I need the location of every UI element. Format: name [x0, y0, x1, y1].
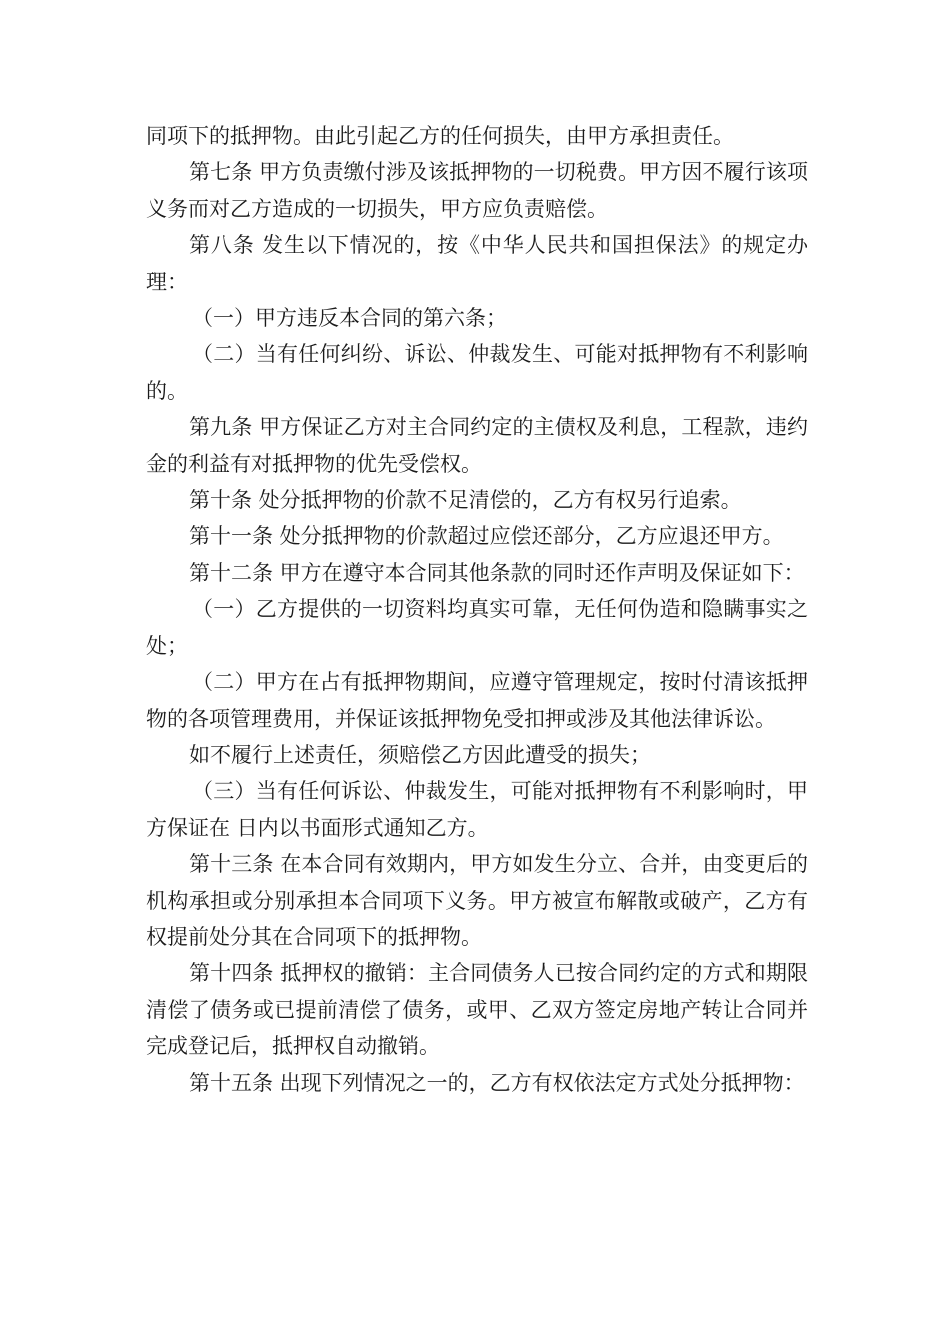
- paragraph-article-13: 第十三条 在本合同有效期内，甲方如发生分立、合并，由变更后的机构承担或分别承担本合同项下义务。甲方被宣布解散或破产，乙方有权提前处分其在合同项下的抵押物。: [146, 852, 808, 949]
- paragraph-article-14: 第十四条 抵押权的撤销：主合同债务人已按合同约定的方式和期限清偿了债务或已提前清偿了债务，或甲、乙双方签定房地产转让合同并完成登记后，抵押权自动撤销。: [146, 961, 808, 1059]
- paragraph-article-12-item-2: （二）甲方在占有抵押物期间，应遵守管理规定，按时付清该抵押物的各项管理费用，并保证该抵押物免受扣押或涉及其他法律诉讼。: [146, 670, 808, 731]
- document-body: [146, 118, 808, 1101]
- paragraph-1: 同项下的抵押物。由此引起乙方的任何损失，由甲方承担责任。: [146, 124, 734, 148]
- paragraph-article-15: 第十五条 出现下列情况之一的，乙方有权依法定方式处分抵押物：: [189, 1070, 805, 1095]
- paragraph-article-11: 第十一条 处分抵押物的价款超过应偿还部分，乙方应退还甲方。: [189, 524, 784, 549]
- paragraph-article-12-item-1: （一）乙方提供的一切资料均真实可靠，无任何伪造和隐瞒事实之处；: [146, 597, 808, 658]
- paragraph-article-7: 第七条 甲方负责缴付涉及该抵押物的一切税费。甲方因不履行该项义务而对乙方造成的一切损失，甲方应负责赔偿。: [146, 160, 808, 221]
- paragraph-article-12: 第十二条 甲方在遵守本合同其他条款的同时还作声明及保证如下：: [189, 560, 805, 585]
- paragraph-article-12-item-3: （三）当有任何诉讼、仲裁发生，可能对抵押物有不利影响时，甲方保证在 日内以书面形式通知乙方。: [146, 779, 808, 840]
- paragraph-article-10: 第十条 处分抵押物的价款不足清偿的，乙方有权另行追索。: [189, 488, 742, 513]
- paragraph-article-8-item-2: （二）当有任何纠纷、诉讼、仲裁发生、可能对抵押物有不利影响的。: [146, 342, 808, 403]
- paragraph-breach-note: 如不履行上述责任，须赔偿乙方因此遭受的损失；: [189, 742, 651, 767]
- paragraph-article-9: 第九条 甲方保证乙方对主合同约定的主债权及利息，工程款，违约金的利益有对抵押物的优先受偿权。: [146, 415, 808, 476]
- paragraph-article-8-item-1: （一）甲方违反本合同的第六条；: [192, 306, 507, 331]
- paragraph-article-8: 第八条 发生以下情况的，按《中华人民共和国担保法》的规定办理：: [146, 233, 808, 294]
